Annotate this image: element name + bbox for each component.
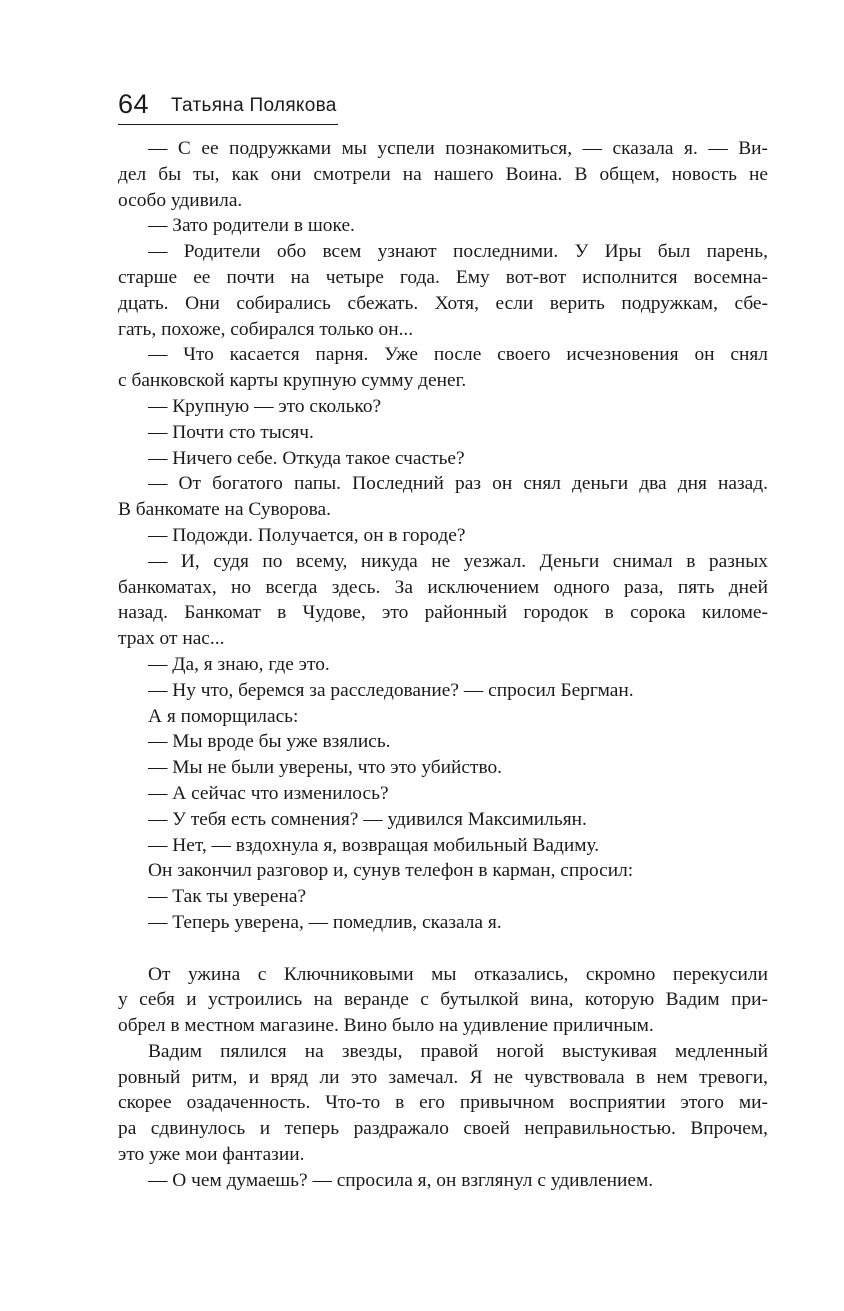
text-line: — Зато родители в шоке. [148,215,355,237]
text-line: — Родители обо всем узнают последними. У Иры был парень, [148,241,768,263]
text-line: — У тебя есть сомнения? — удивился Максимильян. [148,808,587,830]
text-line: назад. Банкомат в Чудове, это районный городок в сорока киломе- [118,602,768,624]
text-line: это уже мои фантазии. [118,1144,305,1166]
text-line: дел бы ты, как они смотрели на нашего Воина. В общем, новость не [118,163,768,185]
running-header [118,88,338,125]
text-line: скорее озадаченность. Что-то в его привычном восприятии этого ми- [118,1092,768,1114]
text-line: обрел в местном магазине. Вино было на удивление приличным. [118,1015,654,1037]
text-line: — Почти сто тысяч. [148,421,314,443]
text-line: — Теперь уверена, — помедлив, сказала я. [148,911,502,933]
text-line: — Да, я знаю, где это. [148,653,330,675]
text-line: у себя и устроились на веранде с бутылкой вина, которую Вадим при- [118,989,768,1011]
text-line: От ужина с Ключниковыми мы отказались, скромно перекусили [148,963,768,985]
text-line: — Что касается парня. Уже после своего исчезновения он снял [148,344,768,366]
author-name: Татьяна Полякова [171,95,337,116]
text-line: — А сейчас что изменилось? [148,782,389,804]
text-line: — Нет, — вздохнула я, возвращая мобильный Вадиму. [148,834,600,856]
text-line: старше ее почти на четыре года. Ему вот-вот исполнится восемна- [118,266,768,288]
page-number: 64 [118,89,150,119]
text-line: Вадим пялился на звезды, правой ногой выстукивая медленный [148,1040,768,1062]
text-line: — С ее подружками мы успели познакомиться, — сказала я. — Ви- [148,138,768,159]
text-line: трах от нас... [118,628,225,650]
text-line: — Ну что, беремся за расследование? — спросил Бергман. [148,679,634,701]
text-line: А я поморщилась: [148,705,299,727]
text-line: особо удивила. [118,189,243,211]
text-line: ра сдвинулось и теперь раздражало своей неправильностью. Впрочем, [118,1118,768,1140]
text-line: ровный ритм, и вряд ли это замечал. Я не чувствовала в нем тревоги, [118,1066,768,1088]
text-line: — Мы не были уверены, что это убийство. [148,757,503,779]
text-line: — Так ты уверена? [148,886,307,908]
text-line: — Мы вроде бы уже взялись. [148,731,391,753]
text-line: — От богатого папы. Последний раз он снял деньги два дня назад. [148,473,768,495]
text-line: гать, похоже, собирался только он... [118,318,414,340]
text-line: банкоматах, но всегда здесь. За исключением одного раза, пять дней [118,576,768,598]
text-line: — О чем думаешь? — спросила я, он взглянул с удивлением. [148,1169,654,1191]
text-line: — Ничего себе. Откуда такое счастье? [148,447,465,469]
text-line: — Подожди. Получается, он в городе? [148,524,466,546]
text-line: — И, судя по всему, никуда не уезжал. Деньги снимал в разных [148,550,768,572]
text-line: дцать. Они собирались сбежать. Хотя, если верить подружкам, сбе- [118,292,768,314]
text-line: Он закончил разговор и, сунув телефон в карман, спросил: [148,860,634,882]
text-line: с банковской карты крупную сумму денег. [118,370,467,392]
text-line: В банкомате на Суворова. [118,499,332,521]
section-break [118,936,768,962]
text-line: — Крупную — это сколько? [148,395,382,417]
body-text [118,136,768,1194]
